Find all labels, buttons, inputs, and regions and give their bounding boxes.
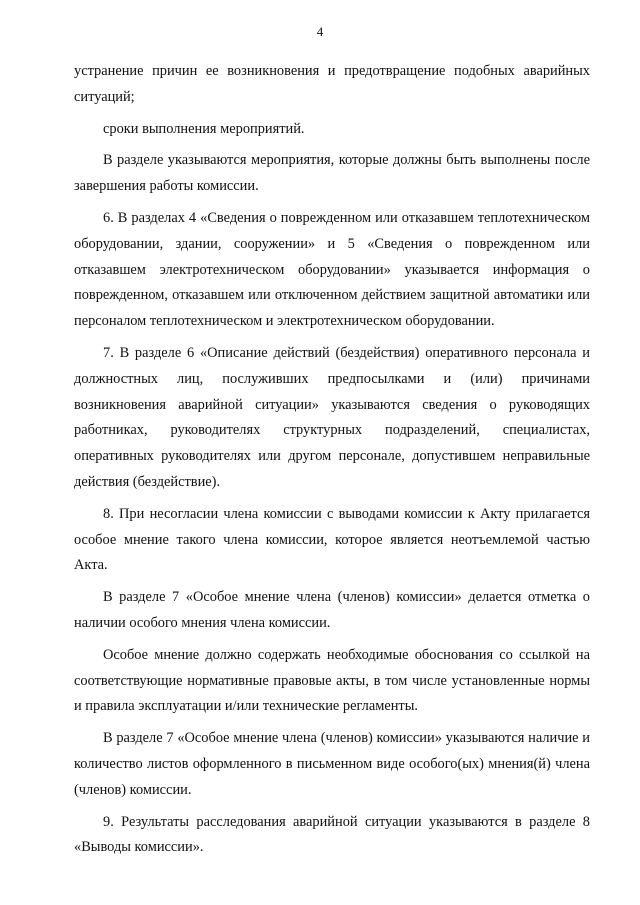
paragraph-section-7-sheets: В разделе 7 «Особое мнение члена (членов) комиссии» указываются наличие и количество листов оформленного в письменном виде особого(ых) мнения(й) члена (членов) комиссии. (74, 730, 590, 798)
paragraph-dissent-content: Особое мнение должно содержать необходимые обоснования со ссылкой на соответствующие нормативные правовые акты, в том числе установленные нормы и правила эксплуатации и/или технические регламенты. (74, 646, 590, 715)
paragraph-continuation: устранение причин ее возникновения и предотвращение подобных аварийных ситуаций; (74, 63, 590, 105)
page-number: 4 (316, 24, 324, 39)
paragraph-item-8: 8. При несогласии члена комиссии с выводами комиссии к Акту прилагается особое мнение такого члена комиссии, которое является неотъемлемой частью Акта. (74, 505, 590, 574)
paragraph-measures: В разделе указываются мероприятия, которые должны быть выполнены после завершения работы комиссии. (74, 152, 590, 195)
paragraph-item-9: 9. Результаты расследования аварийной ситуации указываются в разделе 8 «Выводы комиссии». (74, 813, 590, 856)
paragraph-item-6: 6. В разделах 4 «Сведения о поврежденном или отказавшем теплотехническом оборудовании, здании, сооружении» и 5 «Сведения о поврежденном или отказавшем электротехническом оборудовании» указывается информация о поврежденном, отказавшем или отключенном действием защитной автоматики или персоналом теплотехническом и электротехническом оборудовании. (74, 209, 590, 330)
paragraph-section-7-mark: В разделе 7 «Особое мнение члена (членов) комиссии» делается отметка о наличии особого мнения члена комиссии. (74, 589, 590, 631)
document-body (74, 59, 590, 867)
paragraph-deadlines: сроки выполнения мероприятий. (103, 120, 305, 137)
paragraph-item-7: 7. В разделе 6 «Описание действий (бездействия) оперативного персонала и должностных лиц, послуживших предпосылками и (или) причинами возникновения аварийной ситуации» указываются сведения о руководящих работниках, руководителях структурных подразделений, специалистах, оперативных руководителях или другом персонале, допустившем неправильные действия (бездействие). (74, 344, 590, 490)
